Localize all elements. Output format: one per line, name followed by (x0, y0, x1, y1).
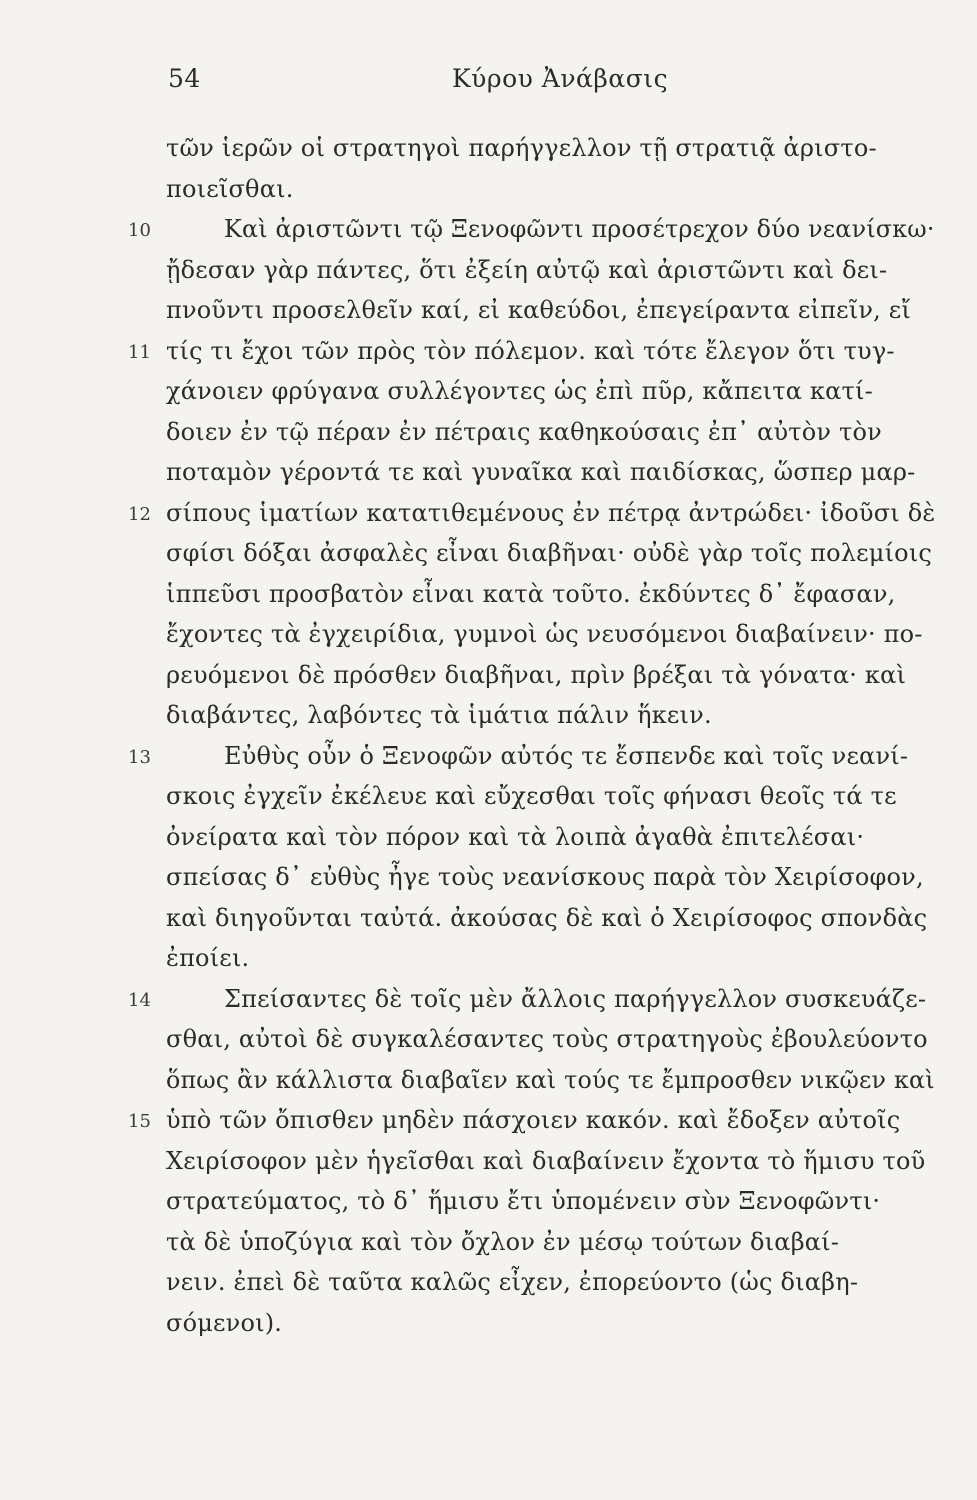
text-line (0, 736, 977, 777)
line-text: Καὶ ἀριστῶντι τῷ Ξενοφῶντι προσέτρεχον δύο νεανίσκω· (224, 215, 935, 243)
section-number: 11 (128, 341, 151, 363)
line-text: τῶν ἱερῶν οἱ στρατηγοὶ παρήγγελλον τῇ στρατιᾷ ἀριστο- (166, 134, 877, 162)
line-text: χάνοιεν φρύγανα συλλέγοντες ὡς ἐπὶ πῦρ, κἄπειτα κατί- (166, 377, 873, 405)
text-line (0, 1262, 977, 1303)
text-line (0, 209, 977, 250)
line-text: σόμενοι). (166, 1308, 283, 1337)
line-text: τίς τι ἔχοι τῶν πρὸς τὸν πόλεμον. καὶ τότε ἔλεγον ὅτι τυγ- (166, 336, 895, 365)
line-text: ὑπὸ τῶν ὄπισθεν μηδὲν πάσχοιεν κακόν. καὶ ἔδοξεν αὐτοῖς (166, 1106, 901, 1134)
text-line (0, 1181, 977, 1222)
line-text: σφίσι δόξαι ἀσφαλὲς εἶναι διαβῆναι· οὐδὲ γὰρ τοῖς πολεμίοις (166, 539, 933, 567)
line-text: νειν. ἐπεὶ δὲ ταῦτα καλῶς εἶχεν, ἐπορεύοντο (ὡς διαβη- (166, 1268, 859, 1296)
text-line (0, 1100, 977, 1141)
text-line (0, 169, 977, 210)
text-line (0, 1222, 977, 1263)
text-line (0, 1019, 977, 1060)
line-text: σθαι, αὐτοὶ δὲ συγκαλέσαντες τοὺς στρατηγοὺς ἐβουλεύοντο (166, 1025, 928, 1053)
text-line (0, 290, 977, 331)
text-line (0, 371, 977, 412)
body-text (0, 128, 977, 1343)
text-line (0, 452, 977, 493)
text-line (0, 776, 977, 817)
line-text: Χειρίσοφον μὲν ἡγεῖσθαι καὶ διαβαίνειν ἔχοντα τὸ ἥμισυ τοῦ (166, 1146, 926, 1175)
line-text: ποταμὸν γέροντά τε καὶ γυναῖκα καὶ παιδίσκας, ὥσπερ μαρ- (166, 458, 916, 486)
line-text: ὀνείρατα καὶ τὸν πόρον καὶ τὰ λοιπὰ ἀγαθὰ ἐπιτελέσαι· (166, 822, 865, 851)
line-text: πνοῦντι προσελθεῖν καί, εἰ καθεύδοι, ἐπεγείραντα εἰπεῖν, εἴ (166, 296, 912, 324)
line-text: καὶ διηγοῦνται ταὐτά. ἀκούσας δὲ καὶ ὁ Χειρίσοφος σπονδὰς (166, 903, 928, 932)
line-text: σίπους ἱματίων κατατιθεμένους ἐν πέτρᾳ ἀντρώδει· ἰδοῦσι δὲ (166, 498, 936, 527)
line-text: ἐποίει. (166, 944, 250, 972)
line-text: διαβάντες, λαβόντες τὰ ἱμάτια πάλιν ἥκειν. (166, 701, 712, 729)
line-text: Εὐθὺς οὖν ὁ Ξενοφῶν αὐτός τε ἔσπενδε καὶ τοῖς νεανί- (224, 741, 909, 770)
line-text: ρευόμενοι δὲ πρόσθεν διαβῆναι, πρὶν βρέξαι τὰ γόνατα· καὶ (166, 660, 907, 689)
line-text: σπείσας δ᾽ εὐθὺς ἦγε τοὺς νεανίσκους παρὰ τὸν Χειρίσοφον, (166, 863, 924, 891)
page-header (0, 64, 977, 104)
line-text: Σπείσαντες δὲ τοῖς μὲν ἄλλοις παρήγγελλον συσκευάζε- (224, 984, 927, 1013)
text-line (0, 898, 977, 939)
text-line (0, 817, 977, 858)
line-text: ἱππεῦσι προσβατὸν εἶναι κατὰ τοῦτο. ἐκδύντες δ᾽ ἔφασαν, (166, 579, 896, 608)
line-text: δοιεν ἐν τῷ πέραν ἐν πέτραις καθηκούσαις ἐπ᾽ αὐτὸν τὸν (166, 417, 882, 446)
line-text: ᾔδεσαν γὰρ πάντες, ὅτι ἐξείη αὐτῷ καὶ ἀριστῶντι καὶ δει- (166, 255, 888, 284)
text-line (0, 695, 977, 736)
text-line (0, 1060, 977, 1101)
text-line (0, 412, 977, 453)
line-text: σκοις ἐγχεῖν ἐκέλευε καὶ εὔχεσθαι τοῖς φήνασι θεοῖς τά τε (166, 782, 897, 810)
section-number: 14 (128, 989, 151, 1011)
text-line (0, 614, 977, 655)
text-line (0, 979, 977, 1020)
text-line (0, 493, 977, 534)
line-text: ὅπως ἂν κάλλιστα διαβαῖεν καὶ τούς τε ἔμπροσθεν νικῷεν καὶ (166, 1065, 935, 1094)
running-title: Κύρου Ἀνάβασις (452, 64, 669, 93)
section-number: 15 (128, 1111, 151, 1132)
page-number: 54 (168, 64, 201, 93)
text-line (0, 1303, 977, 1344)
text-line (0, 574, 977, 615)
text-line (0, 331, 977, 372)
text-line (0, 655, 977, 696)
text-line (0, 250, 977, 291)
line-text: ποιεῖσθαι. (166, 174, 294, 203)
text-line (0, 857, 977, 898)
text-line (0, 1141, 977, 1182)
text-line (0, 533, 977, 574)
text-line (0, 938, 977, 979)
line-text: ἔχοντες τὰ ἐγχειρίδια, γυμνοὶ ὡς νευσόμενοι διαβαίνειν· πο- (166, 620, 923, 648)
section-number: 13 (128, 746, 151, 768)
line-text: τὰ δὲ ὑποζύγια καὶ τὸν ὄχλον ἐν μέσῳ τούτων διαβαί- (166, 1227, 840, 1256)
section-number: 12 (128, 503, 151, 525)
section-number: 10 (128, 220, 151, 241)
line-text: στρατεύματος, τὸ δ᾽ ἥμισυ ἔτι ὑπομένειν σὺν Ξενοφῶντι· (166, 1187, 881, 1215)
text-line (0, 128, 977, 169)
